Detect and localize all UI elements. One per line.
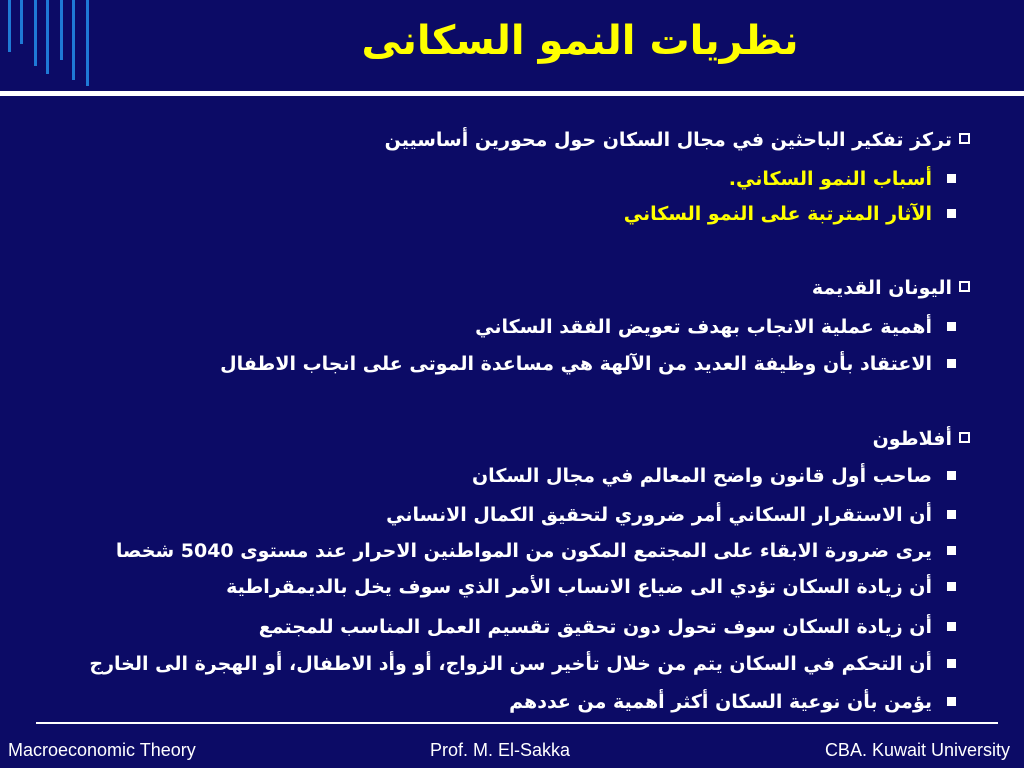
footer-course-title: Macroeconomic Theory bbox=[8, 740, 196, 760]
section-heading-3 bbox=[873, 423, 952, 455]
hollow-square-bullet-icon bbox=[959, 133, 970, 144]
footer-author: Prof. M. El-Sakka bbox=[430, 740, 571, 760]
solid-square-bullet-icon bbox=[947, 622, 956, 631]
slide-footer bbox=[0, 738, 1024, 768]
list-item-text: أن زيادة السكان سوف تحول دون تحقيق تقسيم العمل المناسب للمجتمع bbox=[258, 616, 932, 638]
list-item bbox=[116, 535, 932, 567]
list-item bbox=[226, 571, 932, 603]
section-heading-text: اليونان القديمة bbox=[811, 277, 952, 299]
list-item-text: أهمية عملية الانجاب بهدف تعويض الفقد السكاني bbox=[475, 316, 932, 338]
solid-square-bullet-icon bbox=[947, 659, 956, 668]
solid-square-bullet-icon bbox=[947, 697, 956, 706]
list-item-text: أسباب النمو السكاني. bbox=[728, 168, 932, 190]
section-heading-text: أفلاطون bbox=[872, 428, 952, 450]
list-item-text: أن زيادة السكان تؤدي الى ضياع الانساب الأمر الذي سوف يخل بالديمقراطية bbox=[226, 576, 932, 598]
solid-square-bullet-icon bbox=[947, 174, 956, 183]
list-item-text: أن الاستقرار السكاني أمر ضروري لتحقيق الكمال الانساني bbox=[386, 504, 932, 526]
hollow-square-bullet-icon bbox=[959, 432, 970, 443]
solid-square-bullet-icon bbox=[947, 322, 956, 331]
list-item-text: يرى ضرورة الابقاء على المجتمع المكون من المواطنين الاحرار عند مستوى 5040 شخصا bbox=[115, 540, 932, 562]
list-item-text: صاحب أول قانون واضح المعالم في مجال السكان bbox=[471, 465, 932, 487]
list-item bbox=[624, 198, 932, 230]
list-item bbox=[472, 460, 932, 492]
list-item-text: يؤمن بأن نوعية السكان أكثر أهمية من عددهم bbox=[509, 691, 932, 713]
footer-divider bbox=[36, 722, 998, 724]
solid-square-bullet-icon bbox=[947, 546, 956, 555]
hollow-square-bullet-icon bbox=[959, 281, 970, 292]
list-item bbox=[509, 686, 932, 718]
list-item-text: الآثار المترتبة على النمو السكاني bbox=[623, 203, 932, 225]
list-item bbox=[386, 499, 932, 531]
solid-square-bullet-icon bbox=[947, 209, 956, 218]
footer-institution: CBA. Kuwait University bbox=[824, 740, 1010, 760]
list-item bbox=[729, 163, 932, 195]
list-item bbox=[220, 348, 932, 380]
list-item bbox=[475, 311, 932, 343]
list-item bbox=[89, 648, 932, 680]
solid-square-bullet-icon bbox=[947, 359, 956, 368]
solid-square-bullet-icon bbox=[947, 582, 956, 591]
solid-square-bullet-icon bbox=[947, 471, 956, 480]
list-item-text: أن التحكم في السكان يتم من خلال تأخير سن الزواج، أو وأد الاطفال، أو الهجرة الى الخارج bbox=[89, 653, 932, 675]
slide-title: نظريات النمو السكانى bbox=[361, 18, 799, 64]
section-heading-text: تركز تفكير الباحثين في مجال السكان حول محورين أساسيين bbox=[384, 129, 952, 151]
list-item bbox=[259, 611, 932, 643]
list-item-text: الاعتقاد بأن وظيفة العديد من الآلهة هي مساعدة الموتى على انجاب الاطفال bbox=[220, 353, 932, 375]
section-heading-1 bbox=[385, 124, 952, 156]
solid-square-bullet-icon bbox=[947, 510, 956, 519]
section-heading-2 bbox=[812, 272, 952, 304]
